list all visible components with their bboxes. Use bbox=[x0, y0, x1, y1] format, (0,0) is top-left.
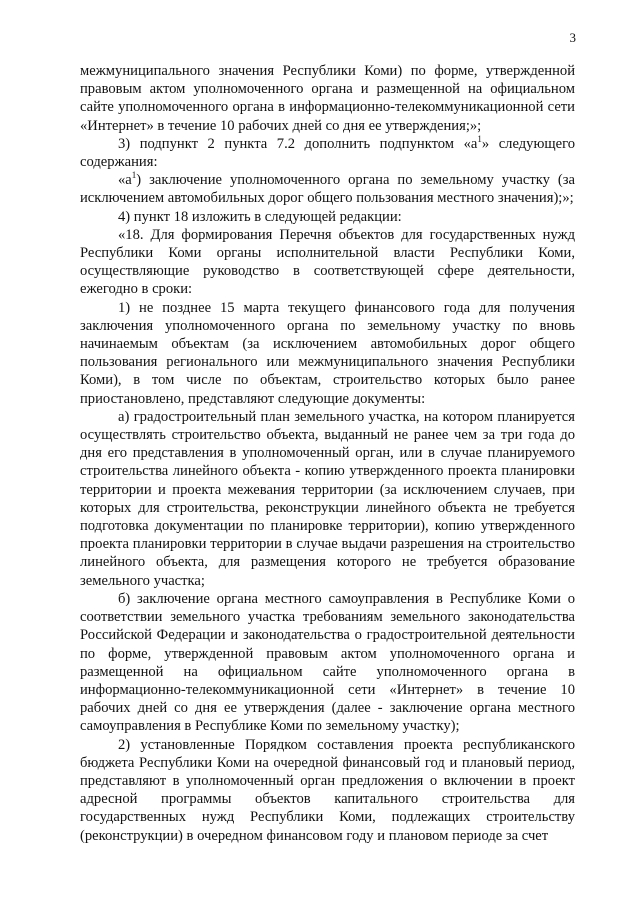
superscript: 1 bbox=[477, 133, 482, 144]
document-body bbox=[80, 62, 575, 845]
paragraph-subpoint-4: 4) пункт 18 изложить в следующей редакции: bbox=[118, 208, 402, 225]
paragraph-text: «а bbox=[118, 172, 132, 189]
paragraph-text: 3) подпункт 2 пункта 7.2 дополнить подпунктом «а bbox=[118, 135, 478, 152]
paragraph-continuation: межмуниципального значения Республики Коми) по форме, утвержденной правовым актом уполномоченного органа и размещенной на официальном сайте уполномоченного органа в информационно-телекоммуникационной сети «Интернет» в течение 10 рабочих дней со дня ее утверждения;»; bbox=[80, 63, 575, 134]
superscript: 1 bbox=[131, 170, 137, 181]
page-number: 3 bbox=[569, 30, 576, 45]
paragraph-item-a: а) градостроительный план земельного участка, на котором планируется осуществлять строительство объекта, выданный не ранее чем за три года до дня его представления в уполномоченный орган, или в случае планируемого строительства линейного объекта - копию утвержденного проекта планировки территории и проекта межевания территории (за исключением случаев, при которых для строительства, реконструкции линейного объекта не требуется подготовка документации по планировке территории), копию утвержденного проекта планировки территории в случае выдачи разрешения на строительство линейного объекта, для размещения которого не требуется образование земельного участка; bbox=[80, 408, 575, 589]
paragraph-clause-18: «18. Для формирования Перечня объектов для государственных нужд Республики Коми органы исполнительной власти Республики Коми, осуществляющие руководство в соответствующей сфере деятельности, ежегодно в сроки: bbox=[80, 226, 575, 298]
paragraph-item-2: 2) установленные Порядком составления проекта республиканского бюджета Республики Коми на очередной финансовый год и плановый период, представляют в уполномоченный орган предложения о включении в проект адресной программы объектов капитального строительства для государственных нужд Республики Коми, подлежащих строительству (реконструкции) в очередном финансовом году и плановом периоде за счет bbox=[80, 736, 575, 844]
paragraph-subpoint-a1 bbox=[80, 171, 575, 207]
paragraph-item-b: б) заключение органа местного самоуправления в Республике Коми о соответствии земельного участка требованиям земельного законодательства Российской Федерации и законодательства о градостроительной деятельности по форме, утвержденной правовым актом уполномоченного органа и размещенной на официальном сайте уполномоченного органа в информационно-телекоммуникационной сети «Интернет» в течение 10 рабочих дней со дня ее утверждения (далее - заключение органа местного самоуправления в Республике Коми по земельному участку); bbox=[80, 590, 575, 735]
paragraph-subpoint-3 bbox=[80, 135, 575, 171]
paragraph-item-1: 1) не позднее 15 марта текущего финансового года для получения заключения уполномоченного органа по земельному участку по вновь начинаемым объектам (за исключением автомобильных дорог общего пользования регионального или межмуниципального значения Республики Коми), в том числе по объектам, строительство которых было ранее приостановлено, представляют следующие документы: bbox=[80, 299, 575, 407]
paragraph-text: » следующего содержания: bbox=[80, 135, 576, 171]
paragraph-text: ) заключение уполномоченного органа по земельному участку (за исключением автомобильных дорог общего пользования местного значения);»; bbox=[80, 172, 575, 207]
